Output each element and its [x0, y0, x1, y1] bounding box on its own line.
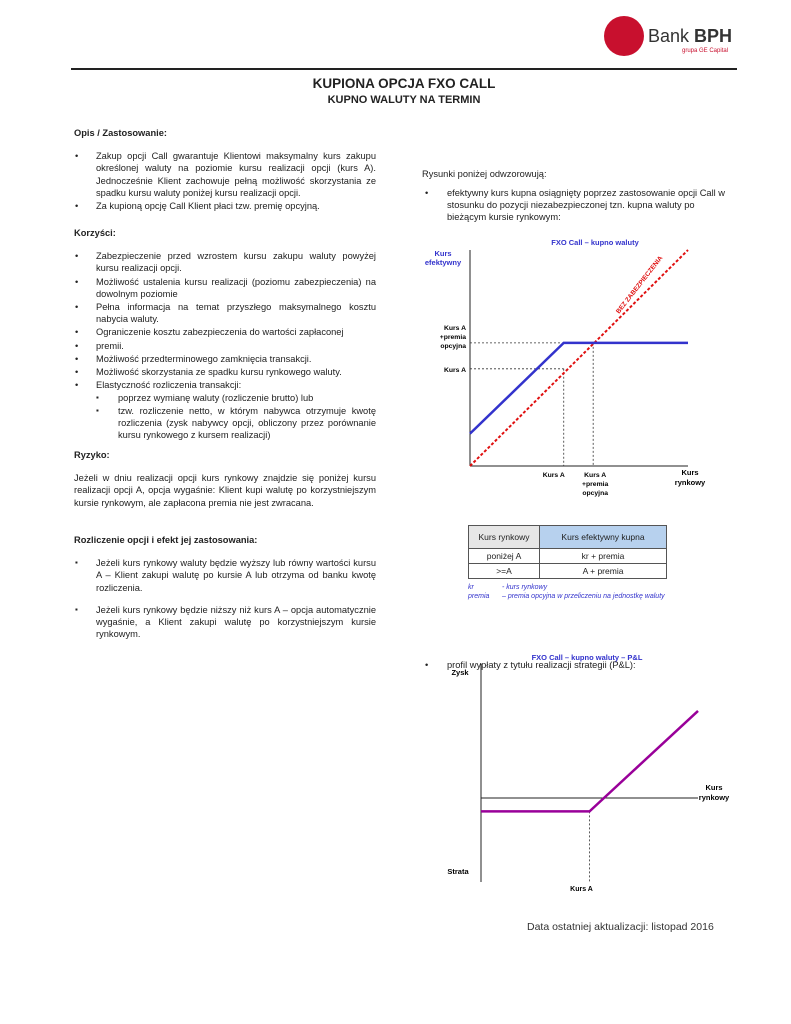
list-item: • Pełna informacja na temat przyszłego maksymalnego kosztu nabycia waluty. — [74, 301, 376, 325]
table-legend — [468, 583, 708, 601]
list-item: ▪ Jeżeli kurs rynkowy będzie niższy niż kurs A – opcja automatycznie wygaśnie, a Klient zakupi walutę po korzystniejszym kursie rynkowym. — [74, 604, 376, 641]
opis-list — [74, 150, 376, 212]
section-korzysci — [74, 227, 376, 441]
table-cell: kr + premia — [540, 549, 667, 564]
list-item: • Zabezpieczenie przed wzrostem kursu zakupu waluty powyżej kursu realizacji opcji. — [74, 250, 376, 274]
chart-effective-rate — [420, 234, 720, 504]
x-axis-label-line2: rynkowy — [698, 793, 730, 802]
list-item: • Możliwość skorzystania ze spadku kursu rynkowego waluty. — [74, 366, 376, 378]
header-rule — [71, 68, 737, 70]
x-tick-label-kurs-a: Kurs A — [570, 886, 593, 893]
y-tick-label-kurs-a-premia: Kurs A +premia opcyjna — [439, 324, 466, 350]
list-item: • premii. — [74, 340, 376, 352]
section-rozliczenie — [74, 534, 376, 641]
list-item: • Możliwość przedterminowego zamknięcia transakcji. — [74, 353, 376, 365]
rozliczenie-list — [74, 557, 376, 640]
right-bullet-2: • profil wypłaty z tytułu realizacji strategii (P&L): — [422, 659, 729, 671]
legend-text: - kurs rynkowy — [502, 584, 548, 591]
legend-text: – premia opcyjna w przeliczeniu na jednostkę waluty — [502, 593, 665, 600]
right-bullet-1: • efektywny kurs kupna osiągnięty poprzez zastosowanie opcji Call w stosunku do pozycji niezabezpieczonej tzn. kupna waluty po bieżącym kursie rynkowym: — [422, 187, 729, 224]
y-axis-label-line2: efektywny — [424, 258, 462, 267]
legend-key: premia — [468, 593, 490, 600]
table-row — [469, 549, 667, 564]
ryzyko-heading: Ryzyko: — [74, 450, 110, 460]
korzysci-list — [74, 250, 376, 391]
table-cell: A + premia — [540, 564, 667, 579]
list-item: • Ograniczenie kosztu zabezpieczenia do wartości zapłaconej — [74, 326, 376, 338]
y-axis-label-bottom: Strata — [447, 867, 469, 876]
page-subtitle: KUPNO WALUTY NA TERMIN — [327, 94, 481, 106]
logo-brand-bold: BPH — [694, 26, 733, 46]
series-pnl-line — [481, 711, 698, 812]
logo-tagline: grupa GE Capital — [682, 48, 729, 54]
logo-emblem — [604, 16, 644, 56]
series-unhedged-line — [470, 250, 688, 466]
section-opis — [74, 127, 376, 213]
list-item: ▪ tzw. rozliczenie netto, w którym nabywca otrzymuje kwotę rozliczenia (zysk nabywcy opcji, obliczony przez porównanie kursu rynkowego z kursem realizacji) — [96, 405, 376, 442]
list-item: ▪ Jeżeli kurs rynkowy waluty będzie wyższy lub równy wartości kursu A – Klient zakupi walutę po kursie A lub otrzyma od banku kwotę rozliczenia. — [74, 557, 376, 594]
table-cell: >=A — [469, 564, 540, 579]
table-header: Kurs efektywny kupna — [540, 526, 667, 549]
chart-title: FXO Call – kupno waluty — [551, 238, 639, 247]
rozliczenie-heading: Rozliczenie opcji i efekt jej zastosowania: — [74, 535, 258, 545]
list-item: • Elastyczność rozliczenia transakcji: — [74, 379, 376, 391]
y-tick-label-kurs-a: Kurs A — [443, 366, 466, 374]
y-axis-label-line1: Kurs — [434, 249, 452, 258]
table-row — [469, 564, 667, 579]
korzysci-heading: Korzyści: — [74, 228, 116, 238]
korzysci-sublist — [74, 392, 376, 441]
list-item: • Za kupioną opcję Call Klient płaci tzw. premię opcyjną. — [74, 200, 376, 212]
effective-rate-table — [468, 525, 667, 579]
table-header: Kurs rynkowy — [469, 526, 540, 549]
chart-pnl — [440, 648, 740, 898]
section-ryzyko — [74, 449, 376, 509]
legend-key: kr — [468, 584, 474, 591]
y-axis-label-top: Zysk — [451, 668, 469, 677]
last-updated: Data ostatniej aktualizacji: listopad 2016 — [527, 921, 714, 933]
list-item: • Zakup opcji Call gwarantuje Klientowi maksymalny kurs zakupu określonej waluty na poziomie kursu realizacji opcji (kurs A). Jednocześnie Klient zachowuje pełną możliwość skorzystania ze spadku kursu waluty poniżej kursu realizacji opcji. — [74, 150, 376, 199]
list-item: • Możliwość ustalenia kursu realizacji (poziomu zabezpieczenia) na dowolnym poziomie — [74, 276, 376, 300]
table-cell: poniżej A — [469, 549, 540, 564]
list-item: ▪ poprzez wymianę waluty (rozliczenie brutto) lub — [96, 392, 376, 404]
right-intro: Rysunki poniżej odwzorowują: — [422, 169, 547, 179]
series-option-line — [470, 343, 688, 434]
x-axis-label-line1: Kurs — [705, 783, 723, 792]
logo-brand-regular: Bank — [648, 26, 695, 46]
x-axis-label-line2: rynkowy — [674, 478, 706, 487]
chart-title: FXO Call – kupno waluty – P&L — [531, 653, 643, 662]
x-tick-label-kurs-a-premia: Kurs A +premia opcyjna — [582, 472, 609, 497]
annotation-bez-zabezpieczenia: BEZ ZABEZPIECZENIA — [615, 254, 665, 316]
opis-heading: Opis / Zastosowanie: — [74, 128, 167, 138]
x-axis-label-line1: Kurs — [681, 468, 699, 477]
page-title: KUPIONA OPCJA FXO CALL — [312, 76, 496, 91]
bank-logo — [604, 16, 736, 60]
effective-rate-table-wrap — [468, 525, 667, 579]
x-tick-label-kurs-a: Kurs A — [542, 472, 565, 479]
ryzyko-text: Jeżeli w dniu realizacji opcji kurs rynkowy znajdzie się poniżej kursu realizacji opcji A, opcja wygaśnie: Klient kupi walutę po korzystniejszym kursie rynkowym, ale zapłacona premia nie jest zwracana. — [74, 473, 376, 508]
